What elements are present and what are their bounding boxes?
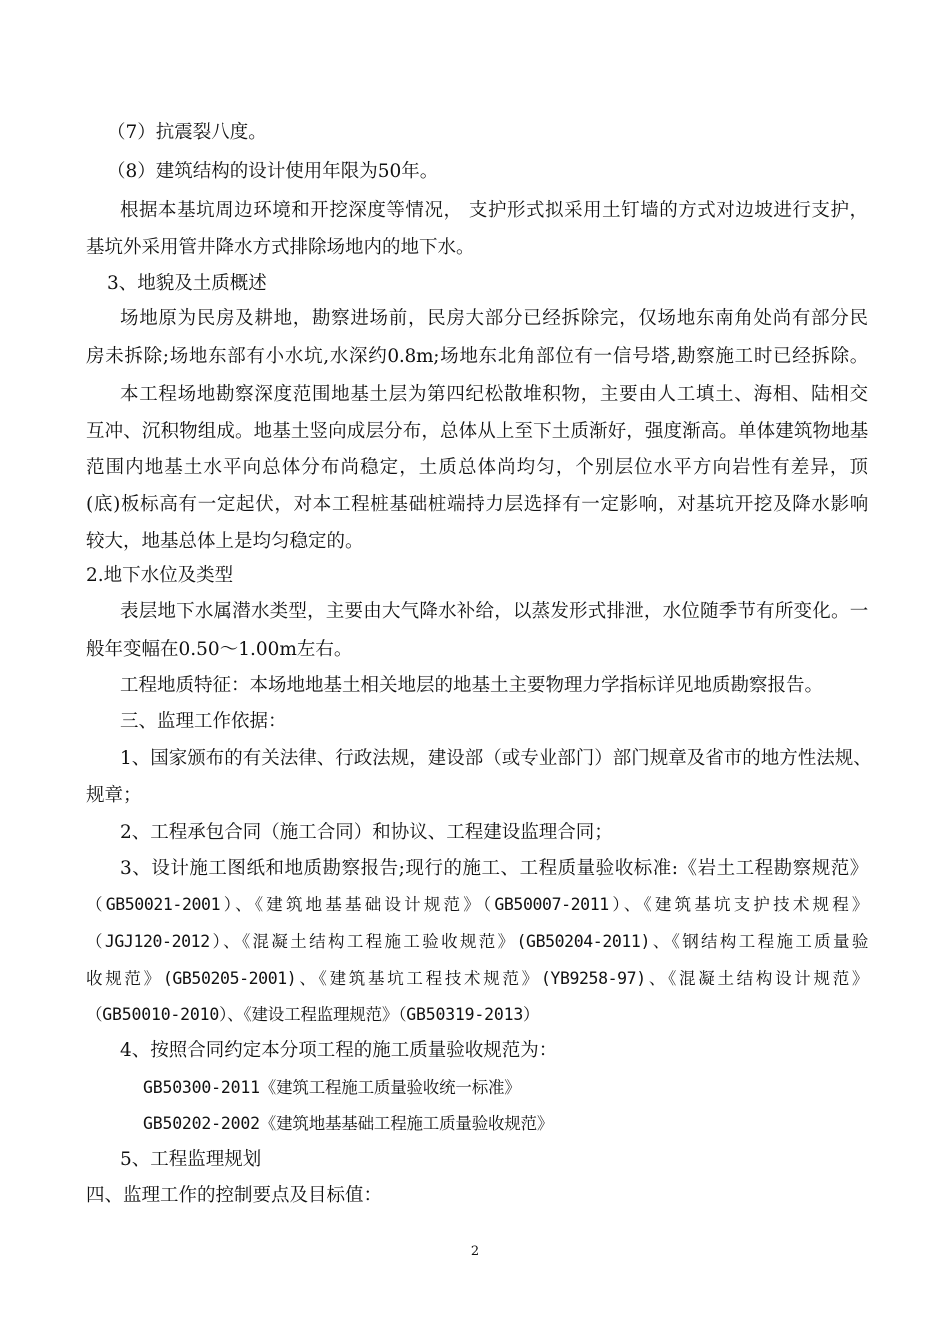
paragraph-geology-features: 工程地质特征：本场地地基土相关地层的地基土主要物理力学指标详见地质勘察报告。 bbox=[120, 675, 824, 696]
heading-supervision-basis: 三、监理工作依据： bbox=[120, 711, 287, 732]
acceptance-standard-1: GB50300-2011《建筑工程施工质量验收统一标准》 bbox=[143, 1078, 521, 1097]
basis-item-3-line-1: 3、设计施工图纸和地质勘察报告;现行的施工、工程质量验收标准:《岩土工程勘察规范》 bbox=[120, 858, 868, 879]
heading-groundwater: 2.地下水位及类型 bbox=[86, 565, 234, 586]
paragraph-groundwater-line-2: 般年变幅在0.50～1.00m左右。 bbox=[86, 639, 353, 660]
paragraph-soil-layers-line-2: 互冲、沉积物组成。地基土竖向成层分布，总体从上至下土质渐好，强度渐高。单体建筑物地基 bbox=[86, 421, 868, 442]
paragraph-support-method-line-2: 基坑外采用管井降水方式排除场地内的地下水。 bbox=[86, 237, 475, 258]
basis-item-3-line-3: （JGJ120-2012）、《混凝土结构工程施工验收规范》(GB50204-2011)、《钢结构工程施工质量验 bbox=[86, 932, 868, 951]
basis-item-3-line-5: （GB50010-2010）、《建设工程监理规范》（GB50319-2013） bbox=[86, 1005, 540, 1024]
paragraph-soil-layers-line-3: 范围内地基土水平向总体分布尚稳定，土质总体尚均匀，个别层位水平方向岩性有差异，顶 bbox=[86, 457, 868, 478]
basis-item-3-line-2: （GB50021-2001）、《建筑地基基础设计规范》（GB50007-2011）、《建筑基坑支护技术规程》 bbox=[86, 895, 868, 914]
basis-item-1-line-1: 1、国家颁布的有关法律、行政法规，建设部（或专业部门）部门规章及省市的地方性法规、 bbox=[120, 748, 872, 769]
paragraph-site-history-line-2: 房未拆除;场地东部有小水坑,水深约0.8m;场地东北角部位有一信号塔,勘察施工时已经拆除。 bbox=[86, 346, 868, 367]
item-seismic-intensity: （7）抗震裂八度。 bbox=[107, 122, 267, 143]
paragraph-soil-layers-line-5: 较大，地基总体上是均匀稳定的。 bbox=[86, 531, 364, 552]
page-number: 2 bbox=[470, 1244, 480, 1259]
paragraph-soil-layers-line-1: 本工程场地勘察深度范围地基土层为第四纪松散堆积物，主要由人工填土、海相、陆相交 bbox=[120, 384, 868, 405]
acceptance-standard-2: GB50202-2002《建筑地基基础工程施工质量验收规范》 bbox=[143, 1114, 554, 1133]
item-design-service-life: （8）建筑结构的设计使用年限为50年。 bbox=[107, 161, 439, 182]
heading-landform-soil: 3、地貌及土质概述 bbox=[107, 273, 267, 294]
basis-item-5: 5、工程监理规划 bbox=[120, 1149, 262, 1170]
basis-item-2: 2、工程承包合同（施工合同）和协议、工程建设监理合同； bbox=[120, 822, 613, 843]
basis-item-4: 4、按照合同约定本分项工程的施工质量验收规范为： bbox=[120, 1040, 558, 1061]
basis-item-3-line-4: 收规范》(GB50205-2001)、《建筑基坑工程技术规范》(YB9258-97)、《混凝土结构设计规范》 bbox=[86, 969, 868, 988]
paragraph-site-history-line-1: 场地原为民房及耕地，勘察进场前，民房大部分已经拆除完，仅场地东南角处尚有部分民 bbox=[120, 308, 868, 329]
paragraph-support-method-line-1: 根据本基坑周边环境和开挖深度等情况， 支护形式拟采用土钉墙的方式对边坡进行支护， bbox=[120, 200, 868, 221]
paragraph-groundwater-line-1: 表层地下水属潜水类型，主要由大气降水补给，以蒸发形式排泄，水位随季节有所变化。一 bbox=[120, 601, 868, 622]
heading-control-points: 四、监理工作的控制要点及目标值： bbox=[86, 1185, 383, 1206]
paragraph-soil-layers-line-4: (底)板标高有一定起伏，对本工程桩基础桩端持力层选择有一定影响，对基坑开挖及降水影响 bbox=[86, 494, 868, 515]
basis-item-1-line-2: 规章； bbox=[86, 785, 142, 806]
